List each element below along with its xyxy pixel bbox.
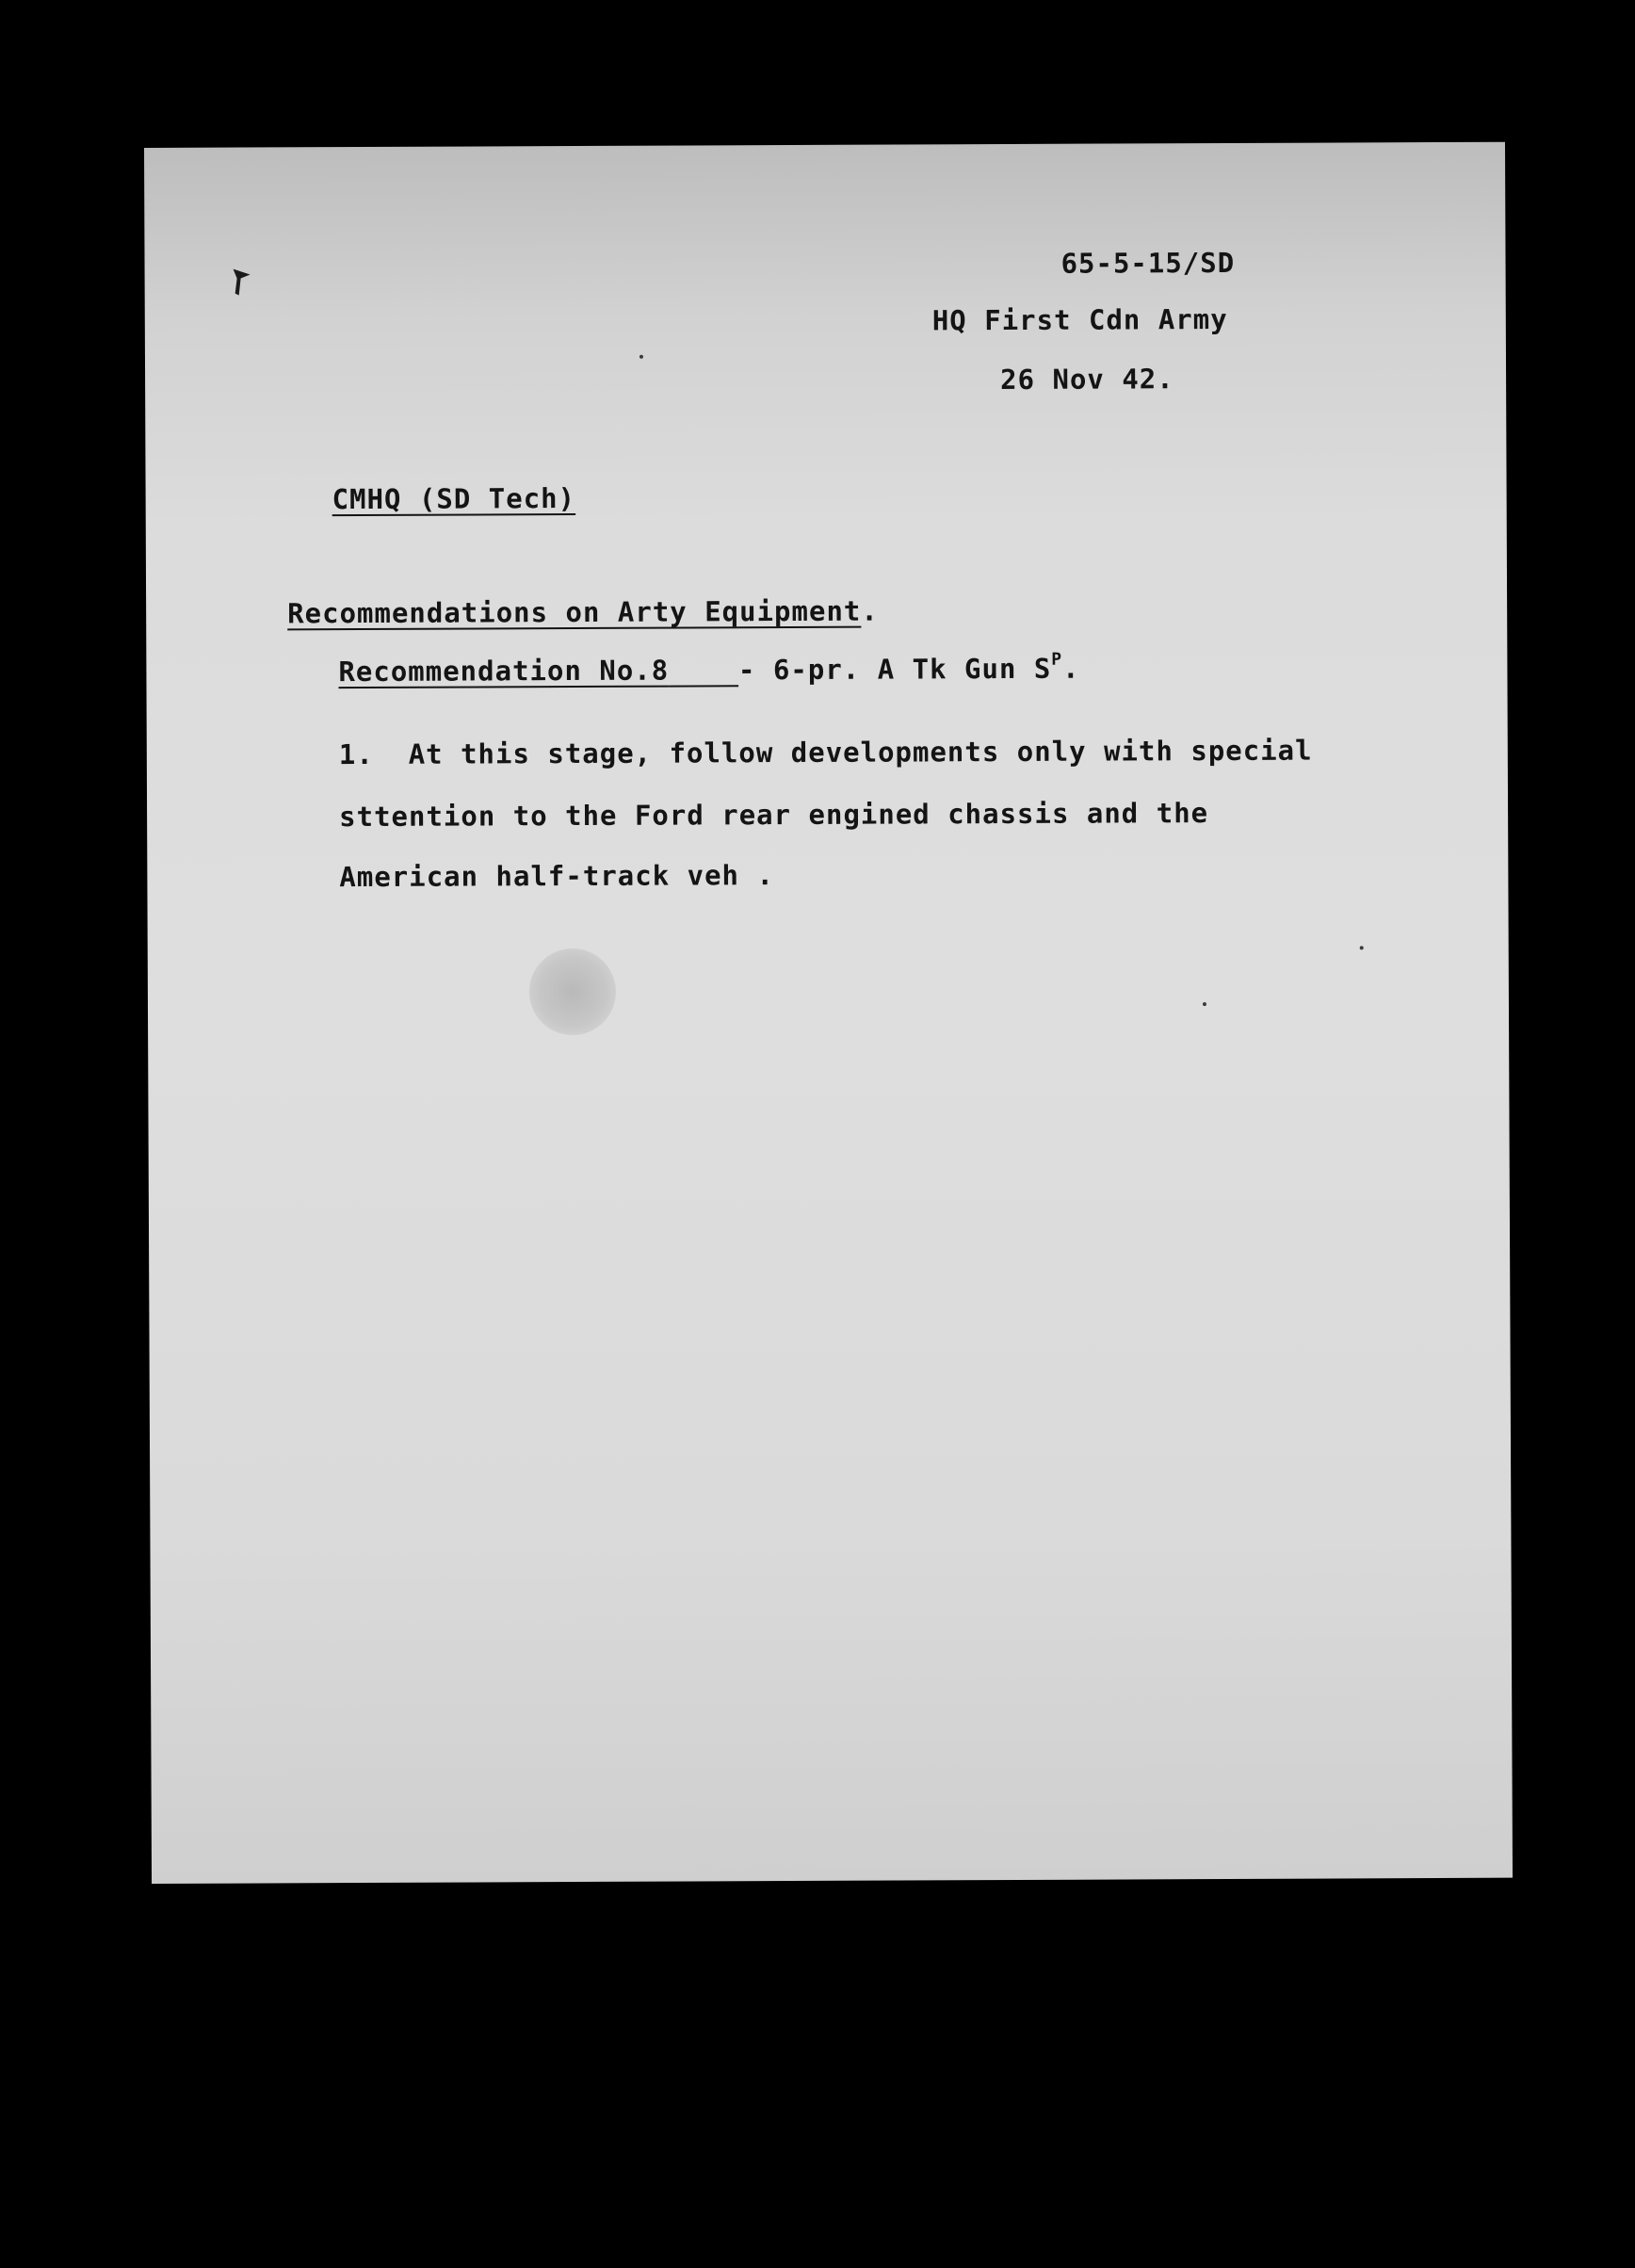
paper-speck	[1360, 946, 1364, 949]
paper-speck	[639, 355, 643, 359]
ink-mark-icon	[230, 265, 254, 299]
paper-smudge	[529, 948, 616, 1035]
recommendation-label: Recommendation No.8	[338, 654, 670, 688]
paragraph-text-1: At this stage, follow developments only with special	[408, 734, 1313, 770]
paragraph-line-3: American half-track veh .	[339, 859, 774, 894]
paper-speck	[1203, 1002, 1206, 1006]
file-reference: 65-5-15/SD	[1060, 246, 1236, 280]
paragraph-line-1	[339, 735, 1313, 771]
origin-unit: HQ First Cdn Army	[931, 302, 1228, 337]
document-date: 26 Nov 42.	[1000, 363, 1174, 397]
recommendation-end: .	[1062, 652, 1080, 685]
subject-heading	[287, 595, 879, 630]
paragraph-number: 1.	[338, 737, 374, 771]
subject-title: Recommendations on Arty Equipment	[287, 594, 862, 630]
recommendation-text: 6-pr. A Tk Gun S	[772, 652, 1052, 687]
recommendation-dash: -	[737, 654, 773, 687]
recommendation-line	[338, 649, 1080, 688]
recommendation-superscript: P	[1051, 649, 1063, 670]
document-page	[144, 142, 1513, 1884]
addressee: CMHQ (SD Tech)	[332, 482, 576, 516]
paragraph-line-2: sttention to the Ford rear engined chassis and the	[339, 797, 1209, 834]
subject-title-end: .	[861, 594, 879, 627]
